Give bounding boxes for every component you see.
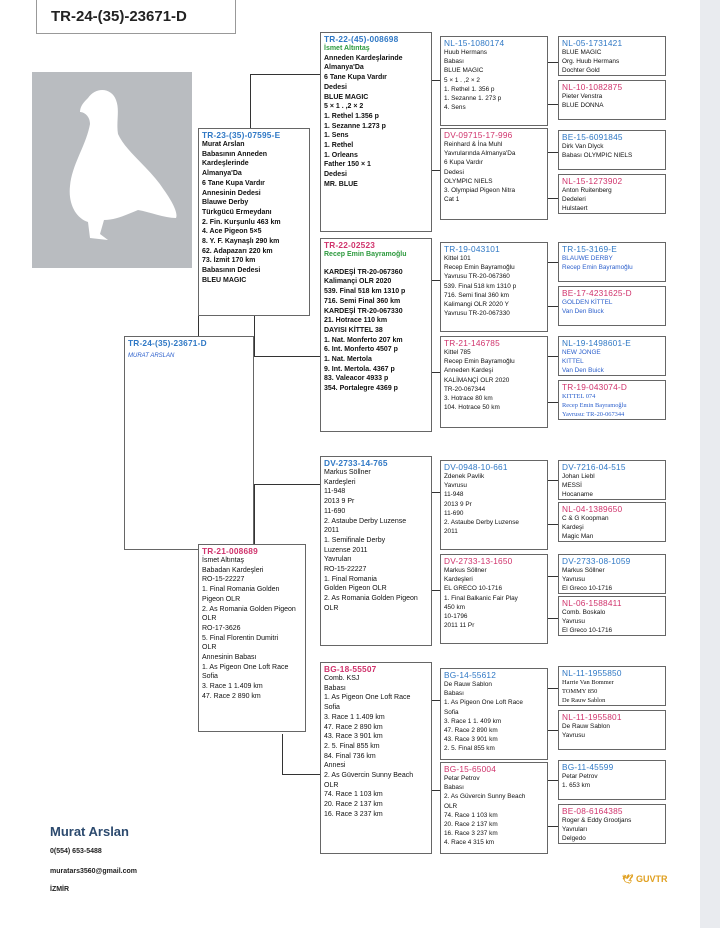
contact-phone: 0(554) 653-5488 <box>50 848 102 855</box>
pedigree-note-line: MESSİ <box>562 482 582 490</box>
pedigree-note-line: C & G Koopman <box>562 515 609 522</box>
pedigree-note-line: DAYISI KİTTEL 38 <box>324 326 383 334</box>
pedigree-note-line: 1. As Pigeon One Loft Race <box>324 694 411 702</box>
pedigree-note-line: Annesi <box>324 762 346 770</box>
pedigree-note-line: RO-17-3626 <box>202 624 241 632</box>
pedigree-note-line: 2011 <box>324 527 340 535</box>
great-great-grandparent-card <box>558 804 666 844</box>
ring-id: BG-14-55612 <box>444 670 497 680</box>
pedigree-note-line: 4. Sens <box>444 104 466 112</box>
pedigree-note-line: Kittel 101 <box>444 255 471 262</box>
pedigree-note-line: Kardeşleri <box>324 478 356 486</box>
pedigree-note-line: 6. Int. Monferto 4507 p <box>324 346 398 354</box>
pedigree-note-line: Comb. Boskalo <box>562 609 606 616</box>
great-great-grandparent-card <box>558 460 666 500</box>
pedigree-note-line: 2011 11 Pr <box>444 622 475 630</box>
pedigree-note-line: Babası OLYMPIC NIELS <box>562 152 633 160</box>
scrollbar[interactable] <box>700 0 720 928</box>
ring-id: BG-11-45599 <box>562 762 614 772</box>
pedigree-note-line: OLR <box>324 781 339 789</box>
dam-dam-notes <box>324 674 428 820</box>
pedigree-note-line: 1. Sens <box>324 132 349 140</box>
ring-id: TR-19-043101 <box>444 244 500 254</box>
pedigree-note-line: Father 150 × 1 <box>324 161 371 169</box>
pedigree-note-line: 3. Race 1 1. 409 km <box>444 717 502 725</box>
card-notes <box>444 774 544 848</box>
pedigree-note-line: KARDEŞİ TR-20-067330 <box>324 307 403 315</box>
pedigree-note-line: BLUE MAGIC <box>444 67 484 75</box>
great-grandparent-card <box>440 336 548 428</box>
pedigree-note-line: 4. Race 4 315 km <box>444 839 495 847</box>
pedigree-note-line: Yavrularında Almanya'Da <box>444 150 516 158</box>
great-grandparent-card <box>440 128 548 220</box>
pedigree-note-line: 2. As Romania Golden Pigeon <box>324 595 418 603</box>
pedigree-note-line: Roger & Eddy Grootjans <box>562 817 632 824</box>
pedigree-note-line: Kardeşlerinde <box>202 160 249 168</box>
card-notes <box>562 348 662 376</box>
pedigree-note-line: BLAUWE DERBY <box>562 255 613 262</box>
pedigree-note-line: 47. Race 2 890 km <box>324 723 383 731</box>
card-notes <box>562 142 662 160</box>
pedigree-note-line: 20. Race 2 137 km <box>444 821 498 829</box>
pedigree-note-line: OLR <box>202 644 217 652</box>
pedigree-note-line: Hulstaert <box>562 205 588 213</box>
pedigree-note-line: Yavrusu <box>562 732 585 740</box>
pedigree-note-line: 16. Race 3 237 km <box>324 810 383 818</box>
pedigree-note-line: Murat Arslan <box>202 141 245 148</box>
pedigree-note-line: 1. Rethel 1. 356 p <box>444 85 495 93</box>
pedigree-note-line: 1. Final Romania Golden <box>202 586 280 594</box>
pedigree-note-line: 43. Race 3 901 km <box>324 733 383 741</box>
ring-number-header: TR-24-(35)-23671-D <box>36 0 236 34</box>
card-notes <box>562 472 662 500</box>
pedigree-note-line: Yavruları <box>562 826 588 834</box>
pedigree-note-line: OLR <box>202 615 217 623</box>
sire-dam-card <box>320 238 432 432</box>
great-great-grandparent-card <box>558 554 666 594</box>
great-great-grandparent-card <box>558 336 666 376</box>
pedigree-note-line: 2. Astaube Derby Luzense <box>444 519 519 527</box>
card-notes <box>562 816 662 844</box>
great-great-grandparent-card <box>558 242 666 282</box>
great-great-grandparent-card <box>558 380 666 420</box>
pedigree-note-line: Babası <box>324 684 346 692</box>
pedigree-note-line: Babasının Dedesi <box>202 267 261 275</box>
dam-sire-ring-id: DV-2733-14-765 <box>324 458 388 468</box>
ring-id: BE-15-6091845 <box>562 132 623 142</box>
pedigree-note-line: Yavrusu TR-20-067360 <box>444 273 510 281</box>
pedigree-note-line: De Rauw Sablon <box>562 697 606 705</box>
pedigree-note-line: BLUE MAGIC <box>562 49 602 56</box>
ring-id: NL-11-1955850 <box>562 668 622 678</box>
pedigree-note-line: Dirk Van Dlyck <box>562 143 604 150</box>
pedigree-note-line: Org. Huub Hermans <box>562 58 620 66</box>
pedigree-note-line: Dedeleri <box>562 196 586 204</box>
ring-id: DV-2733-08-1059 <box>562 556 631 566</box>
pedigree-note-line: 5 × 1 . ,2 × 2 <box>324 103 364 111</box>
pedigree-note-line: De Rauw Sablon <box>562 723 610 730</box>
main-pigeon-card <box>124 336 254 550</box>
pedigree-note-line: 1. As Pigeon One Loft Race <box>444 699 523 707</box>
card-notes <box>444 566 544 630</box>
pedigree-note-line: 716. Semi final 360 km <box>444 291 510 299</box>
pedigree-note-line: Yavrusu: TR-20-067344 <box>562 411 625 419</box>
pedigree-note-line: 3. Race 1 1.409 km <box>202 683 263 691</box>
pedigree-note-line: 3. Hotrace 80 km <box>444 395 493 403</box>
pedigree-note-line: 104. Hotrace 50 km <box>444 404 500 412</box>
pedigree-note-line: De Rauw Sablon <box>444 681 492 688</box>
pedigree-note-line: BLUE MAGIC <box>324 93 369 101</box>
card-notes <box>444 48 544 112</box>
pedigree-note-line: 2. Fin. Kurşunlu 463 km <box>202 218 281 226</box>
pedigree-note-line: NEW JONGE <box>562 349 601 356</box>
sire-sire-ring-id: TR-22-(45)-008698 <box>324 34 399 44</box>
pedigree-note-line: Kardeşleri <box>444 576 473 584</box>
sire-card <box>198 128 310 316</box>
great-grandparent-card <box>440 554 548 644</box>
ring-id: NL-04-1389650 <box>562 504 623 514</box>
pedigree-note-line: Reinhard & İna Muhl <box>444 141 503 148</box>
pedigree-note-line: BLEU MAGIC <box>202 276 247 284</box>
pedigree-note-line: Anneden Kardeşi <box>444 367 494 375</box>
pedigree-note-line: Luzense 2011 <box>324 546 368 554</box>
pedigree-note-line: Markus Söllner <box>444 567 487 574</box>
pedigree-note-line: Pigeon OLR <box>202 595 241 603</box>
pedigree-note-line: Annesinin Dedesi <box>202 189 261 197</box>
great-grandparent-card <box>440 242 548 332</box>
pedigree-note-line: Yavrusu TR-20-067330 <box>444 310 510 318</box>
pedigree-note-line: Hocaname <box>562 491 593 499</box>
card-notes <box>444 472 544 536</box>
great-great-grandparent-card <box>558 596 666 636</box>
pedigree-note-line: Babası <box>444 690 464 698</box>
ring-id: DV-2733-13-1650 <box>444 556 513 566</box>
pedigree-note-line: Harrie Van Bommer <box>562 679 614 686</box>
card-notes <box>562 48 662 76</box>
sire-sire-card <box>320 32 432 232</box>
sire-ring-id: TR-23-(35)-07595-E <box>202 130 281 140</box>
pedigree-note-line: Dedesi <box>324 171 347 179</box>
pedigree-note-line: 11-690 <box>444 509 464 517</box>
pedigree-note-line: 1. As Pigeon One Loft Race <box>202 663 289 671</box>
great-great-grandparent-card <box>558 80 666 120</box>
dam-dam-ring-id: BG-18-55507 <box>324 664 377 674</box>
pedigree-note-line: 6 Kupa Vardır <box>444 159 483 167</box>
pedigree-note-line: Babadan Kardeşleri <box>202 566 264 574</box>
pedigree-note-line: EL GRECO 10-1716 <box>444 585 503 593</box>
pedigree-note-line: Anton Ruitenberg <box>562 187 612 194</box>
pedigree-note-line: 2. Astaube Derby Luzense <box>324 517 407 525</box>
great-great-grandparent-card <box>558 286 666 326</box>
dam-dam-card <box>320 662 432 854</box>
pedigree-note-line: Johan Liebl <box>562 473 595 480</box>
pedigree-note-line: OLR <box>444 802 458 810</box>
dam-notes <box>202 556 302 702</box>
card-notes <box>562 722 662 740</box>
pedigree-note-line: 716. Semi Final 360 km <box>324 297 401 305</box>
sire-dam-notes <box>324 268 428 394</box>
pedigree-note-line: KITTEL <box>562 358 584 366</box>
ring-id: TR-15-3169-E <box>562 244 617 254</box>
ring-id: NL-19-1498601-E <box>562 338 631 348</box>
pedigree-note-line: Van Den Bluck <box>562 308 604 316</box>
pedigree-note-line: 47. Race 2 890 km <box>202 692 261 700</box>
pedigree-note-line: 1. Nat. Monferto 207 km <box>324 336 403 344</box>
pedigree-note-line: İsmet Altıntaş <box>202 557 245 564</box>
pedigree-note-line: 16. Race 3 237 km <box>444 830 498 838</box>
pedigree-note-line: 1. Rethel 1.356 p <box>324 112 379 120</box>
ring-id: TR-19-043074-D <box>562 382 628 392</box>
pedigree-note-line: KARDEŞİ TR-20-067360 <box>324 268 403 276</box>
pedigree-note-line: TR-20-067344 <box>444 385 486 393</box>
dam-ring-id: TR-21-008689 <box>202 546 258 556</box>
pedigree-note-line: Petar Petrov <box>444 775 480 782</box>
pedigree-note-line: 539. Final 518 km 1310 p <box>324 288 406 296</box>
ring-id: NL-15-1273902 <box>562 176 623 186</box>
great-great-grandparent-card <box>558 36 666 76</box>
pedigree-note-line: Kardeşi <box>562 524 584 532</box>
pedigree-note-line: 2013 9 Pr <box>324 498 355 506</box>
pedigree-note-line: 3. Race 1 1.409 km <box>324 713 385 721</box>
pedigree-note-line: 1. Orleans <box>324 151 358 159</box>
pedigree-note-line: Yavrusu <box>562 618 585 626</box>
pedigree-note-line: Babasının Anneden <box>202 150 268 158</box>
pedigree-note-line: TOMMY 850 <box>562 688 598 696</box>
great-great-grandparent-card <box>558 130 666 170</box>
pedigree-note-line: 74. Race 1 103 km <box>444 811 498 819</box>
pedigree-note-line: 2. As Güvercin Sunny Beach <box>324 772 414 780</box>
dam-card <box>198 544 306 732</box>
great-great-grandparent-card <box>558 502 666 542</box>
great-great-grandparent-card <box>558 710 666 750</box>
ring-id: NL-06-1588411 <box>562 598 622 608</box>
pedigree-note-line: 2013 9 Pr <box>444 500 472 508</box>
pedigree-note-line: BLUE DONNA <box>562 102 604 110</box>
pedigree-note-line: Türkgücü Ermeydanı <box>202 208 272 216</box>
card-notes <box>444 348 544 412</box>
pedigree-note-line: 10-1796 <box>444 613 468 621</box>
pedigree-note-line: Blauwe Derby <box>202 199 249 207</box>
card-notes <box>562 92 662 110</box>
pedigree-note-line: Van Den Buick <box>562 367 604 375</box>
pedigree-note-line: 11-948 <box>324 488 346 496</box>
pedigree-note-line: 43. Race 3 901 km <box>444 736 498 744</box>
card-notes <box>562 678 662 706</box>
pedigree-note-line: 5 × 1 . ,2 × 2 <box>444 76 480 84</box>
pedigree-note-line: 2. 5. Final 855 km <box>444 745 495 753</box>
pedigree-note-line: 450 km <box>444 603 465 611</box>
pedigree-note-line: 1. Sezanne 1. 273 p <box>444 95 502 103</box>
pedigree-note-line: 8. Y. F. Kaynaşlı 290 km <box>202 238 280 246</box>
pedigree-note-line: Kalimançi OLR 2020 <box>324 278 392 286</box>
main-owner: MURAT ARSLAN <box>128 353 175 359</box>
pedigree-note-line: Kalimangi OLR 2020 Y <box>444 301 509 309</box>
great-great-grandparent-card <box>558 760 666 800</box>
pedigree-note-line: Sofia <box>444 708 459 716</box>
ring-id: NL-05-1731421 <box>562 38 623 48</box>
ring-id: DV-7216-04-515 <box>562 462 626 472</box>
pedigree-note-line: Petar Petrov <box>562 773 598 780</box>
pedigree-note-line: Dedesi <box>444 168 464 176</box>
great-great-grandparent-card <box>558 174 666 214</box>
great-grandparent-card <box>440 36 548 126</box>
great-great-grandparent-card <box>558 666 666 706</box>
pedigree-note-line: Recep Emin Bayramoğlu <box>444 264 515 272</box>
great-grandparent-card <box>440 762 548 854</box>
card-notes <box>562 608 662 636</box>
pedigree-note-line: Annesinin Babası <box>202 654 257 662</box>
pedigree-note-line: Yavrusu <box>562 576 585 584</box>
pedigree-note-line: Zdenek Pavlik <box>444 473 485 480</box>
pedigree-note-line: Markus Söllner <box>324 469 371 476</box>
pedigree-note-line: 62. Adapazarı 220 km <box>202 247 273 255</box>
ring-id: DV-09715-17-996 <box>444 130 513 140</box>
pedigree-note-line: OLR <box>324 604 339 612</box>
pedigree-note-line: 21. Hotrace 110 km <box>324 317 388 325</box>
pedigree-note-line: 47. Race 2 890 km <box>444 727 498 735</box>
contact-city: İZMİR <box>50 886 70 893</box>
pigeon-silhouette-icon <box>32 72 192 268</box>
dam-sire-notes <box>324 468 428 614</box>
pedigree-note-line: 1. 653 km <box>562 782 591 790</box>
pedigree-note-line: El Greco 10-1716 <box>562 585 613 593</box>
pedigree-note-line: 4. Ace Pigeon 5×5 <box>202 228 262 236</box>
pedigree-note-line: 5. Final Florentin Dumitri <box>202 634 279 642</box>
logo-text: GUVTR <box>635 874 668 884</box>
pedigree-note-line: KITTEL 074 <box>562 393 596 400</box>
pedigree-note-line: 9. Int. Mertola. 4367 p <box>324 365 395 373</box>
bird-logo-icon: 🕊 <box>622 874 634 884</box>
pedigree-note-line: Almanya'Da <box>324 64 364 72</box>
sire-notes <box>202 140 306 286</box>
pedigree-note-line: El Greco 10-1716 <box>562 627 613 635</box>
pedigree-note-line: Recep Emin Bayramoğlu <box>562 402 627 410</box>
pedigree-note-line: 74. Race 1 103 km <box>324 791 383 799</box>
sire-dam-breeder: Recep Emin Bayramoğlu <box>324 251 407 258</box>
card-notes <box>444 254 544 318</box>
pedigree-note-line: 2011 <box>444 528 458 536</box>
card-notes <box>562 514 662 542</box>
main-ring-id: TR-24-(35)-23671-D <box>128 338 207 348</box>
pedigree-note-line: Kittel 785 <box>444 349 471 356</box>
pedigree-note-line: 3. Olympiad Pigeon Nitra <box>444 187 516 195</box>
pedigree-note-line: Delgedo <box>562 835 586 843</box>
card-notes <box>444 140 544 204</box>
pedigree-note-line: OLYMPIC NIELS <box>444 177 493 185</box>
contact-name: Murat Arslan <box>50 824 129 839</box>
pigeon-photo <box>32 72 192 268</box>
pedigree-note-line: 1. Sezanne 1.273 p <box>324 122 386 130</box>
great-grandparent-card <box>440 460 548 550</box>
pedigree-note-line: Yavruları <box>324 556 352 564</box>
pedigree-note-line: Comb. KSJ <box>324 675 360 682</box>
ring-id: BE-17-4231625-D <box>562 288 632 298</box>
guvtr-logo <box>622 874 667 885</box>
pedigree-note-line: 1. Final Romania <box>324 575 377 583</box>
pedigree-note-line: MR. BLUE <box>324 180 358 188</box>
pedigree-note-line: Huub Hermans <box>444 49 487 56</box>
pedigree-note-line: Pieter Venstra <box>562 93 603 100</box>
pedigree-note-line: Recep Emin Bayramoğlu <box>444 358 515 366</box>
card-notes <box>562 186 662 214</box>
pedigree-note-line: 11-690 <box>324 507 346 515</box>
card-notes <box>562 254 662 272</box>
pedigree-note-line: 84. Final 736 km <box>324 752 376 760</box>
pedigree-note-line: Anneden Kardeşlarinde <box>324 54 403 62</box>
pedigree-note-line: 354. Portalegre 4369 p <box>324 385 398 393</box>
pedigree-note-line: 83. Valeacor 4933 p <box>324 375 389 383</box>
pedigree-note-line: 1. Semifinale Derby <box>324 536 386 544</box>
pedigree-note-line: 1. Nat. Mertola <box>324 356 372 364</box>
ring-id: TR-21-146785 <box>444 338 500 348</box>
pedigree-note-line: Sofia <box>202 673 218 681</box>
pedigree-note-line: Magic Man <box>562 533 594 541</box>
pedigree-note-line: 11-948 <box>444 491 464 499</box>
ring-id: NL-10-1082875 <box>562 82 623 92</box>
pedigree-note-line: Recep Emin Bayramoğlu <box>562 264 633 272</box>
pedigree-note-line: KALİMANÇİ OLR 2020 <box>444 376 510 384</box>
contact-email: muratars3560@gmail.com <box>50 868 137 875</box>
sire-sire-breeder: İsmet Altıntaş <box>324 45 370 52</box>
pedigree-note-line: Sofia <box>324 704 340 712</box>
card-notes <box>562 566 662 594</box>
dam-sire-card <box>320 456 432 646</box>
ring-id: NL-11-1955801 <box>562 712 622 722</box>
ring-id: DV-0948-10-661 <box>444 462 508 472</box>
pedigree-note-line: Dochter Gold <box>562 67 600 75</box>
pedigree-note-line: Almanya'Da <box>202 170 242 178</box>
sire-sire-notes <box>324 54 428 190</box>
card-notes <box>562 298 662 316</box>
pedigree-note-line: Yavrusu <box>444 482 467 490</box>
ring-id: NL-15-1080174 <box>444 38 505 48</box>
pedigree-note-line: Dedesi <box>324 83 347 91</box>
card-notes <box>444 680 544 754</box>
pedigree-note-line: 6 Tane Kupa Vardır <box>202 179 265 187</box>
pedigree-note-line: 1. Final Balkanic Fair Play <box>444 594 518 602</box>
pedigree-note-line: GOLDEN KİTTEL <box>562 299 613 306</box>
pedigree-note-line: RO-15-22227 <box>202 576 245 584</box>
pedigree-note-line: Markus Söllner <box>562 567 605 574</box>
card-notes <box>562 772 662 790</box>
sire-dam-ring-id: TR-22-02523 <box>324 240 376 250</box>
pedigree-note-line: 1. Rethel <box>324 142 354 150</box>
pedigree-note-line: 20. Race 2 137 km <box>324 801 383 809</box>
pedigree-note-line: Golden Pigeon OLR <box>324 585 387 593</box>
pedigree-note-line: 6 Tane Kupa Vardır <box>324 74 387 82</box>
pedigree-note-line: 2. 5. Final 855 km <box>324 742 380 750</box>
ring-id: BE-08-6164385 <box>562 806 623 816</box>
pedigree-note-line: 73. İzmit 170 km <box>202 257 256 265</box>
pedigree-note-line: 539. Final 518 km 1310 p <box>444 282 517 290</box>
pedigree-note-line: Babası <box>444 58 464 66</box>
ring-id: BG-15-65004 <box>444 764 497 774</box>
great-grandparent-card <box>440 668 548 760</box>
card-notes <box>562 392 662 420</box>
pedigree-note-line: Babası <box>444 784 464 792</box>
pedigree-note-line: RO-15-22227 <box>324 566 367 574</box>
pedigree-note-line: 2. As Güvercin Sunny Beach <box>444 793 526 801</box>
pedigree-note-line: 2. As Romania Golden Pigeon <box>202 605 296 613</box>
pedigree-note-line: Cat 1 <box>444 196 460 204</box>
